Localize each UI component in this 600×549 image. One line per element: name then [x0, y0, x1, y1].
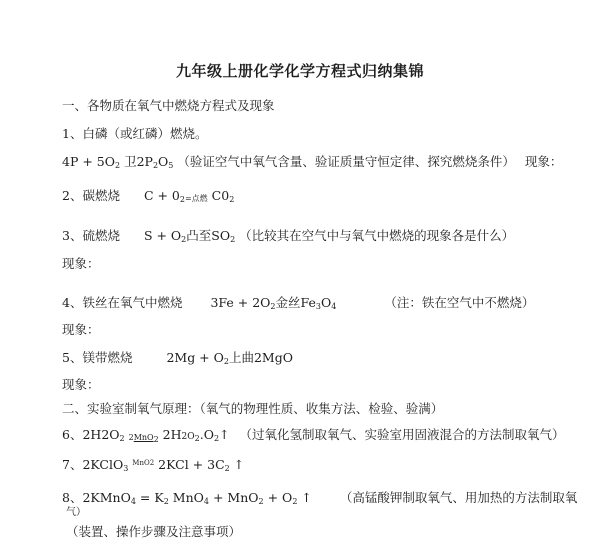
item-2-reactants: C + 0 [143, 188, 180, 203]
item-5-label: 5、镁带燃烧 [62, 350, 133, 365]
item-8-label: 8、2KMnO [62, 490, 131, 505]
item-6-gas-arrow: ↑ [219, 427, 230, 442]
item-6-label: 6、2H [62, 427, 102, 442]
item-5: 5、镁带燃烧 $2Mg + O_2$上曲2MgO [62, 350, 293, 366]
item-3-label: 3、硫燃烧 [62, 228, 120, 243]
eq1-product: 卫2P [124, 154, 153, 169]
page-title: 九年级上册化学化学方程式归纳集锦 [175, 62, 424, 80]
item-3-phenomenon: 现象： [62, 256, 100, 271]
item-4-reactants: 3Fe + 2O [210, 295, 271, 310]
item-6-note: （过氧化氢制取氧气、实验室用固液混合的方法制取氧气） [239, 427, 565, 442]
eq1-phenomenon-label: 现象： [524, 154, 563, 169]
item-7-label: 7、2KClO [62, 457, 124, 472]
item-3-note: （比较其在空气中与氧气中燃烧的现象各是什么） [239, 228, 515, 243]
item-5-reactants: 2Mg + O [166, 350, 224, 365]
item-7-catalyst: MnO2 [132, 459, 155, 467]
item-7-gas-arrow: ↑ [233, 457, 245, 472]
item-4-product: 金丝Fe [275, 295, 316, 310]
item-3-reactants: S + O [143, 228, 182, 243]
item-6-product: 2H [162, 427, 182, 442]
section-heading-2: 二、实验室制氧气原理：（氧气的物理性质、收集方法、检验、验满） [62, 401, 444, 416]
item-7-product: 2KCl + 3C [158, 457, 225, 472]
item-6-condition-1: 2 [128, 433, 134, 442]
item-2-label: 2、碳燃烧 [62, 188, 120, 203]
item-3-product: 凸至SO [186, 228, 231, 243]
item-4-phenomenon: 现象： [62, 322, 100, 337]
item-8: 8、2KMnO$_4$ = $K_2$ $MnO_4 + MnO_2 + O_2$ ↑ （高锰酸钾制取氧气、用加热的方法制取氧 [62, 490, 578, 506]
eq1-note: （验证空气中氧气含量、验证质量守恒定律、探究燃烧条件） [177, 154, 515, 169]
item-1-heading: 1、白磷（或红磷）燃烧。 [62, 126, 208, 141]
item-3: 3、硫燃烧 $S + O_2$凸至$SO_2$ （比较其在空气中与氧气中燃烧的现象各是什么） [62, 228, 515, 244]
item-5-phenomenon: 现象： [62, 377, 100, 392]
item-2-condition: =点燃 [184, 194, 208, 203]
section-heading-1: 一、各物质在氧气中燃烧方程式及现象 [62, 98, 275, 113]
item-5-product: 上曲2MgO [228, 350, 293, 365]
item-4: 4、铁丝在氧气中燃烧 $3Fe + 2O_2$金丝$Fe_3O_4$ （注：铁在空气中不燃烧） [62, 295, 535, 311]
item-2-product: C0 [211, 188, 230, 203]
item-8-gas-arrow: ↑ [301, 490, 312, 505]
item-8-setup-note: （装置、操作步骤及注意事项） [66, 524, 242, 539]
item-2: 2、碳燃烧 $C + 0_2=$点燃 $C0_2$ [62, 188, 235, 204]
equation-1: $4P + 5O_2$ 卫$2P_2O_5$ （验证空气中氧气含量、验证质量守恒定律、探究燃烧条件） 现象： [62, 154, 563, 170]
item-6-catalyst: MnO$_2$ [133, 433, 159, 444]
item-8-note: （高锰酸钾制取氧气、用加热的方法制取氧 [339, 490, 578, 505]
item-4-label: 4、铁丝在氧气中燃烧 [62, 295, 183, 310]
item-6: 6、$2H2O_2$ 2MnO$_2$ $2H2O_2.O_2↑$ （过氧化氢制取氧气、实验室用固液混合的方法制取氧气） [62, 427, 565, 444]
item-8-note-continued: 气） [66, 507, 86, 518]
eq1-reactants: 4P + 5O [62, 154, 115, 169]
item-4-note: （注：铁在空气中不燃烧） [384, 295, 535, 310]
item-7: 7、2KClO$_3$ $^{MnO2}$ $2KCl + 3C_2$ ↑ [62, 457, 245, 473]
